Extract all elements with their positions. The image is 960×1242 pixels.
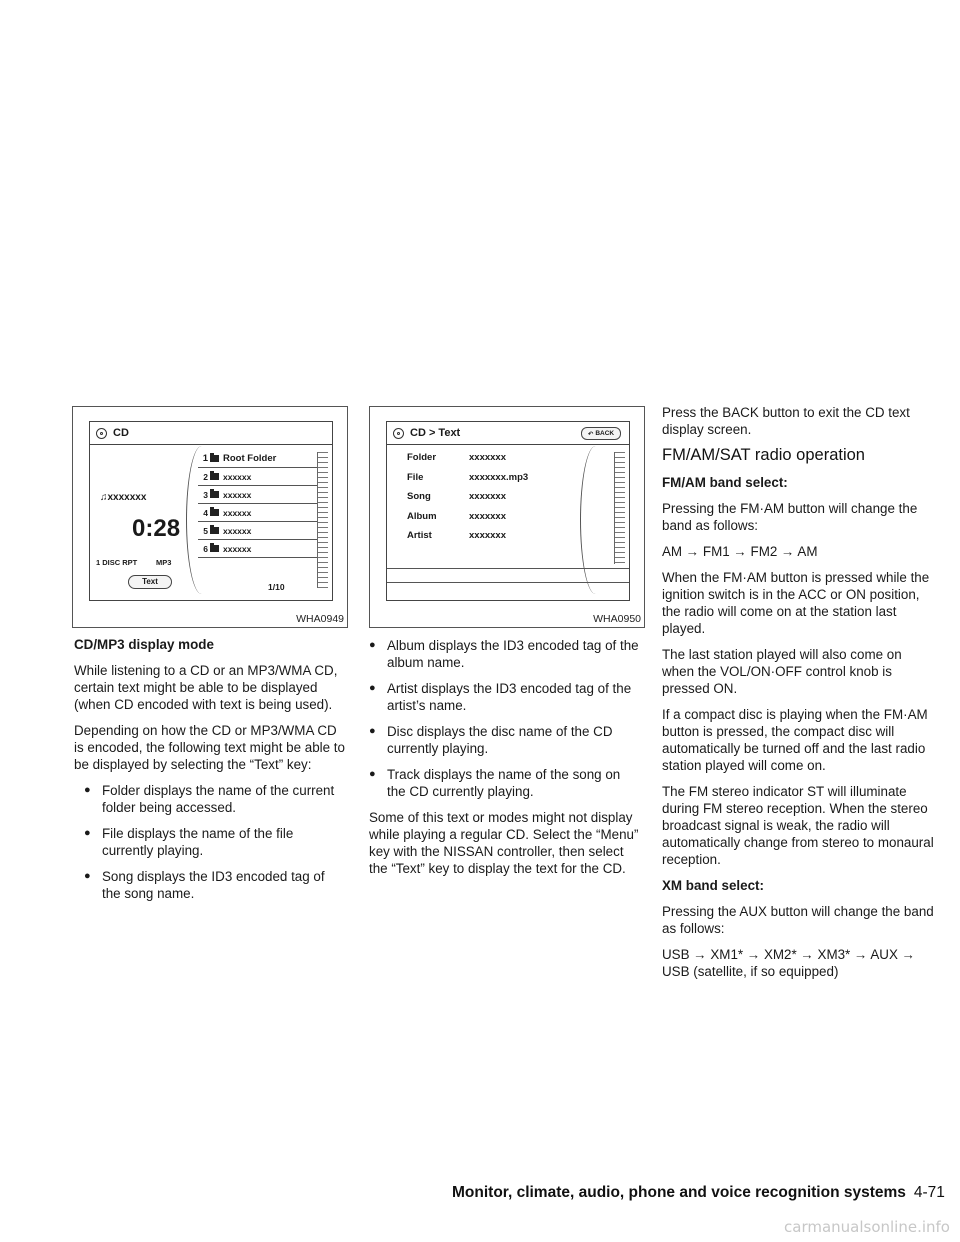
figure-cd-display bbox=[72, 406, 348, 628]
info-label: Album bbox=[407, 510, 437, 522]
row-number: 2 bbox=[203, 471, 208, 482]
screen-title: CD > Text bbox=[410, 427, 461, 439]
folder-name: xxxxxx bbox=[223, 471, 252, 482]
row-number: 6 bbox=[203, 543, 208, 554]
cd-text-rows bbox=[407, 452, 528, 550]
cd-display-mode-heading: CD/MP3 display mode bbox=[74, 637, 214, 652]
paragraph: While listening to a CD or an MP3/WMA CD, certain text might be able to be displayed (when CD encoded with text is being used). bbox=[74, 663, 338, 712]
list-item: ● Disc displays the disc name of the CD currently playing. bbox=[369, 723, 641, 757]
folder-icon bbox=[210, 509, 219, 516]
screen-title-bar bbox=[90, 422, 332, 445]
section-heading: FM/AM/SAT radio operation bbox=[662, 446, 865, 464]
scroll-bar[interactable] bbox=[614, 452, 625, 564]
folder-icon bbox=[210, 473, 219, 480]
info-label: File bbox=[407, 471, 424, 483]
play-time: 0:28 bbox=[132, 515, 181, 542]
paragraph: Press the BACK button to exit the CD text display screen. bbox=[662, 405, 910, 437]
folder-name: xxxxxx bbox=[223, 507, 252, 518]
cd-screen bbox=[89, 421, 333, 601]
info-value: xxxxxxx bbox=[469, 510, 506, 522]
paragraph: Pressing the FM·AM button will change the band as follows: bbox=[662, 501, 918, 533]
folder-row[interactable] bbox=[198, 522, 318, 540]
list-item: ● Folder displays the name of the current folder being accessed. bbox=[74, 782, 346, 816]
text-key-button[interactable]: Text bbox=[128, 575, 172, 589]
disc-icon bbox=[96, 428, 107, 439]
folder-icon bbox=[210, 491, 219, 498]
row-number: 5 bbox=[203, 525, 208, 536]
row-number: 3 bbox=[203, 489, 208, 500]
divider-line bbox=[387, 582, 629, 583]
info-row bbox=[407, 452, 528, 472]
divider-line bbox=[387, 568, 629, 569]
paragraph: Pressing the AUX button will change the band as follows: bbox=[662, 904, 934, 936]
repeat-mode: 1 DISC RPT bbox=[96, 558, 138, 567]
info-row bbox=[407, 511, 528, 531]
folder-name: xxxxxx bbox=[223, 489, 252, 500]
info-row bbox=[407, 491, 528, 511]
text-column-1 bbox=[74, 636, 346, 911]
page-footer bbox=[452, 1184, 945, 1202]
row-number: 4 bbox=[203, 507, 208, 518]
paragraph: The FM stereo indicator ST will illuminate during FM stereo reception. When the stereo broadcast signal is weak, the radio will automatically change from stereo to monaural reception. bbox=[662, 784, 934, 867]
page-number: 4-71 bbox=[913, 1184, 945, 1201]
info-label: Artist bbox=[407, 530, 432, 541]
folder-icon bbox=[210, 455, 219, 462]
paragraph: If a compact disc is playing when the FM·AM button is pressed, the compact disc will automatically be turned off and the last radio station played will come on. bbox=[662, 707, 928, 773]
text-column-2 bbox=[369, 637, 641, 886]
figure-code: WHA0950 bbox=[593, 613, 641, 625]
text-column-3 bbox=[662, 404, 934, 989]
watermark: carmanualsonline.info bbox=[784, 1218, 950, 1236]
folder-row[interactable] bbox=[198, 504, 318, 522]
band-sequence: USB → XM1* → XM2* → XM3* → AUX → USB (satellite, if so equipped) bbox=[662, 947, 915, 979]
paragraph: The last station played will also come on when the VOL/ON·OFF control knob is pressed ON. bbox=[662, 647, 902, 696]
paragraph: When the FM·AM button is pressed while the ignition switch is in the ACC or ON position, the radio will come on at the station last played. bbox=[662, 570, 930, 636]
folder-name: xxxxxx bbox=[223, 543, 252, 554]
list-item: ● File displays the name of the file currently playing. bbox=[74, 825, 346, 859]
info-row bbox=[407, 472, 528, 492]
list-arc-divider bbox=[580, 446, 611, 594]
info-label: Folder bbox=[407, 452, 437, 463]
text-options-list bbox=[74, 782, 346, 902]
disc-icon bbox=[393, 428, 404, 439]
cd-text-screen bbox=[386, 421, 630, 601]
info-value: xxxxxxx bbox=[469, 452, 506, 463]
info-label: Song bbox=[407, 491, 431, 502]
back-button-label: BACK bbox=[595, 430, 615, 437]
page-count: 1/10 bbox=[268, 582, 285, 592]
figure-code: WHA0949 bbox=[296, 613, 344, 625]
folder-row[interactable] bbox=[198, 468, 318, 486]
xm-heading: XM band select: bbox=[662, 878, 764, 893]
paragraph: Some of this text or modes might not display while playing a regular CD. Select the “Menu” key with the NISSAN controller, then select the “Text” key to display the text for the CD. bbox=[369, 810, 639, 876]
track-name: ♫xxxxxxx bbox=[100, 492, 147, 503]
info-value: xxxxxxx bbox=[469, 530, 506, 541]
folder-name: xxxxxx bbox=[223, 525, 252, 536]
info-value: xxxxxxx bbox=[469, 491, 506, 502]
info-row bbox=[407, 530, 528, 550]
folder-row[interactable] bbox=[198, 540, 318, 558]
info-value: xxxxxxx.mp3 bbox=[469, 471, 529, 483]
folder-icon bbox=[210, 527, 219, 534]
paragraph: Depending on how the CD or MP3/WMA CD is encoded, the following text might be able to be displayed by selecting the “Text” key: bbox=[74, 723, 345, 772]
band-sequence: AM → FM1 → FM2 → AM bbox=[662, 544, 818, 559]
footer-section-title: Monitor, climate, audio, phone and voice recognition systems bbox=[452, 1184, 906, 1201]
format-indicator: MP3 bbox=[156, 558, 172, 567]
list-item: ● Album displays the ID3 encoded tag of the album name. bbox=[369, 637, 641, 671]
screen-title: CD bbox=[113, 427, 129, 439]
figure-cd-text bbox=[369, 406, 645, 628]
folder-row[interactable] bbox=[198, 450, 318, 468]
row-number: 1 bbox=[202, 453, 208, 464]
folder-list bbox=[198, 450, 318, 558]
folder-icon bbox=[210, 545, 219, 552]
text-options-list bbox=[369, 637, 641, 800]
scroll-bar[interactable] bbox=[317, 452, 328, 588]
list-item: ● Song displays the ID3 encoded tag of the song name. bbox=[74, 868, 346, 902]
back-arrow-icon: ↶ bbox=[587, 430, 594, 438]
folder-row[interactable] bbox=[198, 486, 318, 504]
back-button[interactable] bbox=[581, 427, 621, 440]
list-item: ● Track displays the name of the song on the CD currently playing. bbox=[369, 766, 641, 800]
folder-name: Root Folder bbox=[223, 453, 277, 464]
fm-am-heading: FM/AM band select: bbox=[662, 475, 788, 490]
list-item: ● Artist displays the ID3 encoded tag of the artist’s name. bbox=[369, 680, 641, 714]
